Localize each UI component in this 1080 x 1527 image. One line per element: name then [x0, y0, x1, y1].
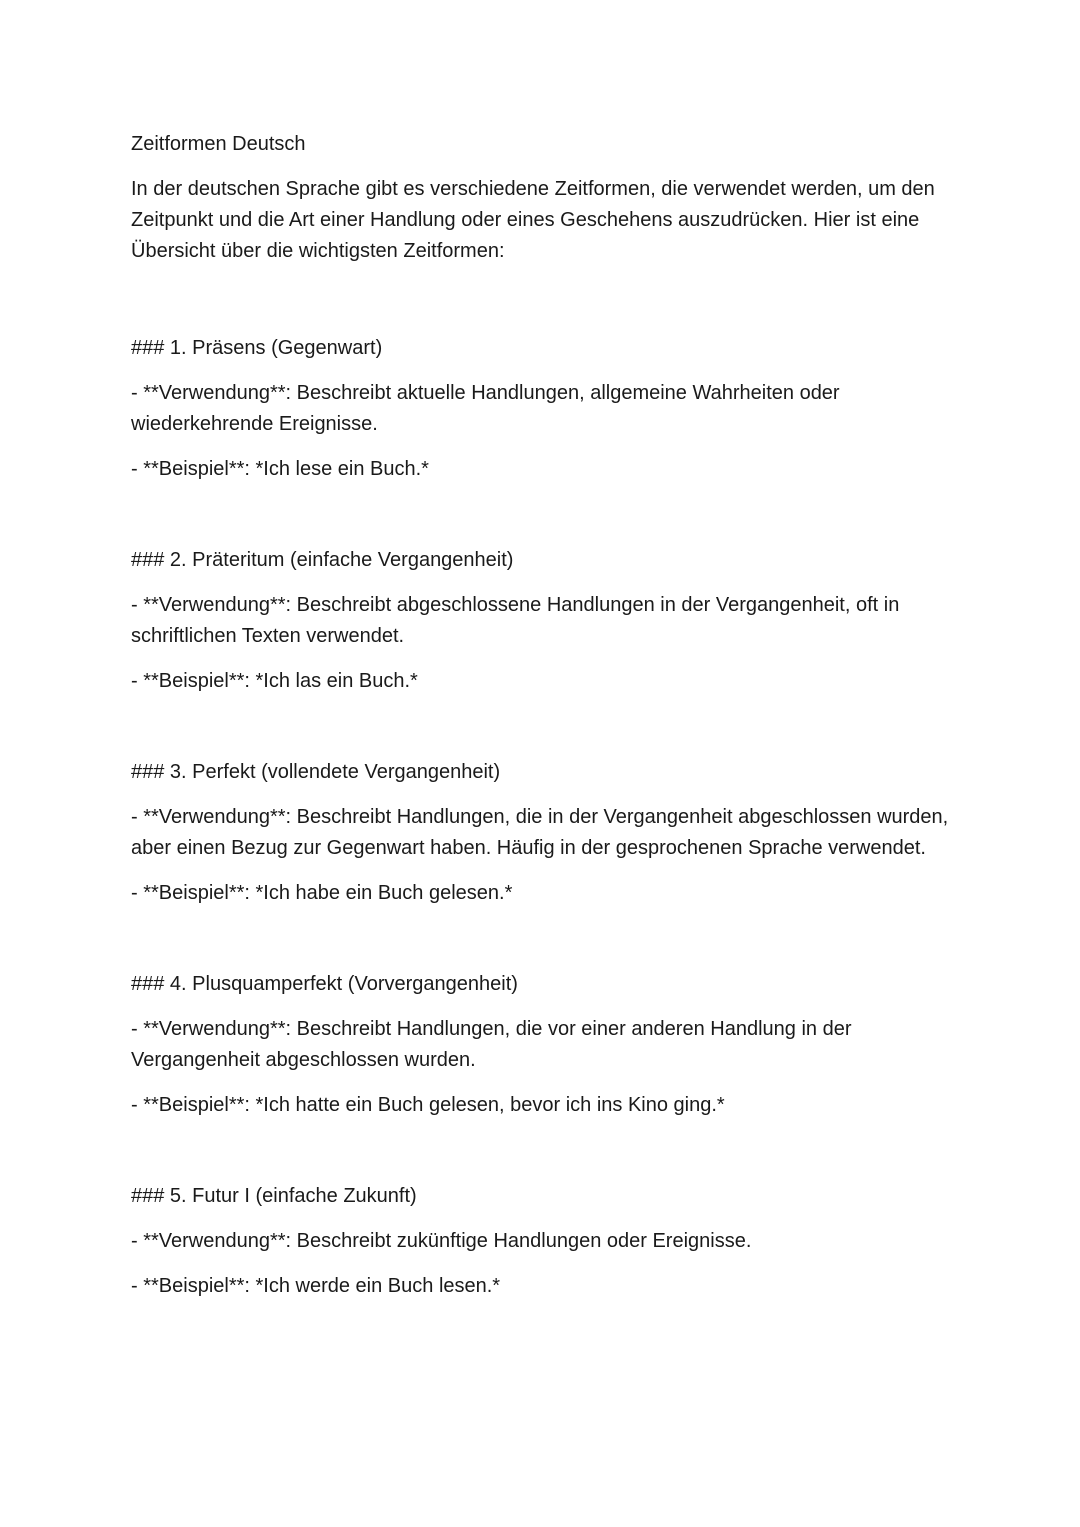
section-heading: ### 1. Präsens (Gegenwart)	[131, 337, 383, 359]
usage-text: - **Verwendung**: Beschreibt zukünftige Handlungen oder Ereignisse.	[131, 1230, 752, 1252]
section-praeteritum	[131, 545, 961, 697]
section-perfekt	[131, 757, 961, 909]
usage-text: - **Verwendung**: Beschreibt aktuelle Handlungen, allgemeine Wahrheiten oder wiederkehrende Ereignisse.	[131, 382, 840, 435]
section-futur-1	[131, 1181, 961, 1302]
intro-paragraph: In der deutschen Sprache gibt es verschiedene Zeitformen, die verwendet werden, um den Zeitpunkt und die Art einer Handlung oder eines Geschehens auszudrücken. Hier ist eine Übersicht über die wichtigsten Zeitformen:	[131, 178, 935, 262]
usage-text: - **Verwendung**: Beschreibt Handlungen, die vor einer anderen Handlung in der Vergangenheit abgeschlossen wurden.	[131, 1018, 852, 1071]
example-text: - **Beispiel**: *Ich lese ein Buch.*	[131, 458, 429, 480]
section-heading: ### 4. Plusquamperfekt (Vorvergangenheit)	[131, 973, 518, 995]
example-text: - **Beispiel**: *Ich werde ein Buch lesen.*	[131, 1275, 501, 1297]
section-plusquamperfekt	[131, 969, 961, 1121]
section-heading: ### 5. Futur I (einfache Zukunft)	[131, 1185, 417, 1207]
example-text: - **Beispiel**: *Ich las ein Buch.*	[131, 670, 418, 692]
example-text: - **Beispiel**: *Ich habe ein Buch gelesen.*	[131, 882, 513, 904]
usage-text: - **Verwendung**: Beschreibt Handlungen, die in der Vergangenheit abgeschlossen wurden, aber einen Bezug zur Gegenwart haben. Häufig in der gesprochenen Sprache verwendet.	[131, 806, 949, 859]
section-praesens	[131, 333, 961, 485]
document-title: Zeitformen Deutsch	[131, 133, 306, 155]
section-heading: ### 2. Präteritum (einfache Vergangenheit)	[131, 549, 514, 571]
usage-text: - **Verwendung**: Beschreibt abgeschlossene Handlungen in der Vergangenheit, oft in schriftlichen Texten verwendet.	[131, 594, 900, 647]
section-heading: ### 3. Perfekt (vollendete Vergangenheit)	[131, 761, 501, 783]
document-page	[131, 129, 961, 1302]
example-text: - **Beispiel**: *Ich hatte ein Buch gelesen, bevor ich ins Kino ging.*	[131, 1094, 725, 1116]
